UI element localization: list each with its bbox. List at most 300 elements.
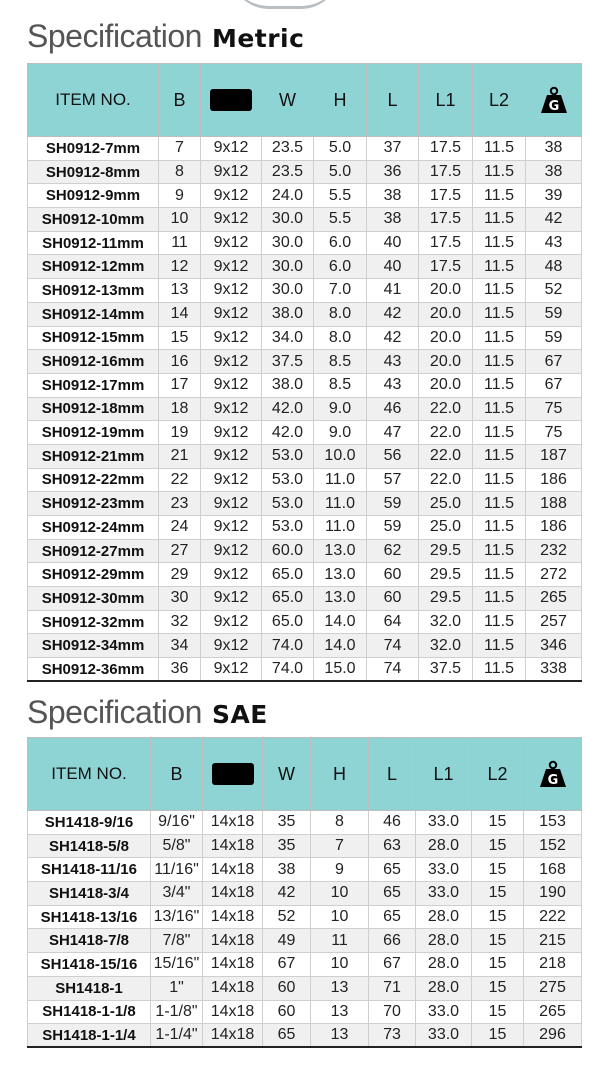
cell-item-no: SH0912-27mm <box>28 539 159 563</box>
cell-w: 65.0 <box>262 610 314 634</box>
cell-item-no: SH1418-9/16 <box>28 811 151 835</box>
cell-l: 71 <box>369 976 416 1000</box>
cell-w: 65.0 <box>262 587 314 611</box>
cell-l: 42 <box>367 302 419 326</box>
cell-weight: 186 <box>526 516 582 540</box>
cell-l: 40 <box>367 255 419 279</box>
cell-b: 24 <box>159 516 201 540</box>
cell-h: 10.0 <box>314 444 367 468</box>
cell-w: 60 <box>263 976 311 1000</box>
cell-h: 11.0 <box>314 468 367 492</box>
cell-socket-size: 9x12 <box>201 468 262 492</box>
cell-w: 30.0 <box>262 279 314 303</box>
cell-l1: 25.0 <box>419 492 473 516</box>
cell-l: 65 <box>369 905 416 929</box>
header-l: L <box>367 64 419 137</box>
cell-b: 3/4" <box>151 882 203 906</box>
cell-l1: 22.0 <box>419 444 473 468</box>
cell-l: 57 <box>367 468 419 492</box>
cell-w: 65 <box>263 1024 311 1048</box>
cell-h: 14.0 <box>314 634 367 658</box>
cell-l: 38 <box>367 208 419 232</box>
cell-item-no: SH0912-7mm <box>28 137 159 161</box>
cell-l: 47 <box>367 421 419 445</box>
cell-weight: 38 <box>526 137 582 161</box>
cell-l: 59 <box>367 492 419 516</box>
cell-l2: 11.5 <box>473 208 526 232</box>
cell-l2: 15 <box>472 811 524 835</box>
cell-l2: 11.5 <box>473 516 526 540</box>
table-row <box>28 326 582 350</box>
cell-l2: 11.5 <box>473 610 526 634</box>
cell-weight: 218 <box>524 953 582 977</box>
cell-item-no: SH0912-36mm <box>28 658 159 682</box>
cell-l2: 11.5 <box>473 658 526 682</box>
cell-weight: 265 <box>526 587 582 611</box>
cell-b: 12 <box>159 255 201 279</box>
cell-b: 1-1/8" <box>151 1000 203 1024</box>
cell-weight: 59 <box>526 302 582 326</box>
cell-b: 23 <box>159 492 201 516</box>
cell-item-no: SH0912-9mm <box>28 184 159 208</box>
cell-l1: 22.0 <box>419 421 473 445</box>
cell-item-no: SH1418-15/16 <box>28 953 151 977</box>
cell-b: 10 <box>159 208 201 232</box>
table-row <box>28 397 582 421</box>
cell-h: 13.0 <box>314 563 367 587</box>
cell-h: 5.5 <box>314 184 367 208</box>
table-row <box>28 1000 582 1024</box>
table-row <box>28 302 582 326</box>
table-row <box>28 929 582 953</box>
cell-l: 43 <box>367 350 419 374</box>
cell-item-no: SH0912-32mm <box>28 610 159 634</box>
table-row <box>28 468 582 492</box>
cell-socket-size: 14x18 <box>203 882 263 906</box>
cell-l: 74 <box>367 634 419 658</box>
cell-l: 46 <box>367 397 419 421</box>
cell-item-no: SH0912-24mm <box>28 516 159 540</box>
cell-w: 30.0 <box>262 208 314 232</box>
cell-weight: 257 <box>526 610 582 634</box>
weight-icon-letter: G <box>548 99 559 114</box>
cell-l2: 11.5 <box>473 160 526 184</box>
metric-spec-table <box>27 63 582 682</box>
cell-item-no: SH0912-30mm <box>28 587 159 611</box>
cell-h: 13.0 <box>314 587 367 611</box>
cell-b: 19 <box>159 421 201 445</box>
cell-socket-size: 9x12 <box>201 587 262 611</box>
cell-l2: 15 <box>472 1024 524 1048</box>
cell-socket-size: 9x12 <box>201 302 262 326</box>
header-h: H <box>314 64 367 137</box>
cell-l1: 28.0 <box>416 905 472 929</box>
table-row <box>28 350 582 374</box>
drive-size-icon <box>210 89 252 111</box>
cell-b: 32 <box>159 610 201 634</box>
cell-h: 6.0 <box>314 231 367 255</box>
cell-w: 53.0 <box>262 468 314 492</box>
header-item-no: ITEM NO. <box>28 738 151 811</box>
cell-b: 15 <box>159 326 201 350</box>
cell-weight: 75 <box>526 397 582 421</box>
cell-item-no: SH0912-10mm <box>28 208 159 232</box>
table-row <box>28 444 582 468</box>
cell-b: 1-1/4" <box>151 1024 203 1048</box>
cell-w: 53.0 <box>262 516 314 540</box>
cell-b: 9/16" <box>151 811 203 835</box>
cell-weight: 38 <box>526 160 582 184</box>
cell-h: 5.5 <box>314 208 367 232</box>
cell-h: 7 <box>311 834 369 858</box>
drive-size-icon <box>212 763 254 785</box>
header-socket-size <box>203 738 263 811</box>
cell-l1: 29.5 <box>419 539 473 563</box>
cell-l1: 25.0 <box>419 516 473 540</box>
cell-l1: 32.0 <box>419 634 473 658</box>
cell-item-no: SH0912-34mm <box>28 634 159 658</box>
cell-weight: 59 <box>526 326 582 350</box>
cell-weight: 338 <box>526 658 582 682</box>
header-w: W <box>263 738 311 811</box>
cell-h: 15.0 <box>314 658 367 682</box>
cell-l: 62 <box>367 539 419 563</box>
cell-socket-size: 14x18 <box>203 905 263 929</box>
weight-icon <box>538 760 568 788</box>
cell-l2: 11.5 <box>473 421 526 445</box>
top-decoration-arc <box>230 0 340 9</box>
cell-l1: 17.5 <box>419 231 473 255</box>
cell-h: 9.0 <box>314 397 367 421</box>
table-row <box>28 834 582 858</box>
cell-b: 34 <box>159 634 201 658</box>
cell-socket-size: 14x18 <box>203 929 263 953</box>
cell-socket-size: 9x12 <box>201 492 262 516</box>
cell-item-no: SH0912-19mm <box>28 421 159 445</box>
cell-l1: 20.0 <box>419 302 473 326</box>
header-row <box>28 64 582 137</box>
cell-l1: 22.0 <box>419 468 473 492</box>
table-row <box>28 421 582 445</box>
cell-weight: 272 <box>526 563 582 587</box>
cell-weight: 52 <box>526 279 582 303</box>
cell-l: 46 <box>369 811 416 835</box>
cell-l1: 17.5 <box>419 255 473 279</box>
cell-l: 65 <box>369 882 416 906</box>
cell-w: 42 <box>263 882 311 906</box>
header-weight <box>526 64 582 137</box>
cell-weight: 346 <box>526 634 582 658</box>
cell-l1: 33.0 <box>416 1000 472 1024</box>
cell-socket-size: 9x12 <box>201 563 262 587</box>
table-row <box>28 587 582 611</box>
cell-b: 7 <box>159 137 201 161</box>
cell-socket-size: 9x12 <box>201 279 262 303</box>
cell-h: 9.0 <box>314 421 367 445</box>
cell-b: 30 <box>159 587 201 611</box>
cell-weight: 153 <box>524 811 582 835</box>
cell-item-no: SH1418-5/8 <box>28 834 151 858</box>
cell-item-no: SH1418-13/16 <box>28 905 151 929</box>
cell-l2: 15 <box>472 834 524 858</box>
table-row <box>28 279 582 303</box>
cell-weight: 39 <box>526 184 582 208</box>
cell-item-no: SH0912-22mm <box>28 468 159 492</box>
cell-b: 27 <box>159 539 201 563</box>
header-socket-size <box>201 64 262 137</box>
cell-b: 1" <box>151 976 203 1000</box>
metric-title-unit: Metric <box>211 24 305 53</box>
cell-l2: 15 <box>472 976 524 1000</box>
metric-title-prefix: Specification <box>27 18 202 54</box>
sae-section-title <box>27 694 268 731</box>
cell-item-no: SH0912-17mm <box>28 373 159 397</box>
cell-socket-size: 9x12 <box>201 255 262 279</box>
cell-l1: 28.0 <box>416 953 472 977</box>
cell-socket-size: 9x12 <box>201 658 262 682</box>
sae-title-unit: SAE <box>211 700 268 729</box>
cell-w: 23.5 <box>262 160 314 184</box>
header-b: B <box>159 64 201 137</box>
table-row <box>28 208 582 232</box>
cell-item-no: SH0912-18mm <box>28 397 159 421</box>
cell-h: 13 <box>311 976 369 1000</box>
cell-socket-size: 9x12 <box>201 326 262 350</box>
cell-b: 7/8" <box>151 929 203 953</box>
cell-socket-size: 9x12 <box>201 397 262 421</box>
cell-w: 67 <box>263 953 311 977</box>
table-row <box>28 658 582 682</box>
cell-l1: 28.0 <box>416 834 472 858</box>
cell-item-no: SH0912-15mm <box>28 326 159 350</box>
cell-l1: 29.5 <box>419 563 473 587</box>
cell-l2: 15 <box>472 858 524 882</box>
header-item-no: ITEM NO. <box>28 64 159 137</box>
cell-b: 5/8" <box>151 834 203 858</box>
cell-weight: 265 <box>524 1000 582 1024</box>
cell-h: 8 <box>311 811 369 835</box>
cell-l2: 11.5 <box>473 468 526 492</box>
header-l1: L1 <box>419 64 473 137</box>
table-row <box>28 137 582 161</box>
cell-socket-size: 14x18 <box>203 1024 263 1048</box>
cell-h: 14.0 <box>314 610 367 634</box>
cell-weight: 67 <box>526 350 582 374</box>
cell-l: 67 <box>369 953 416 977</box>
cell-l2: 11.5 <box>473 397 526 421</box>
cell-weight: 42 <box>526 208 582 232</box>
cell-l2: 11.5 <box>473 492 526 516</box>
cell-h: 13 <box>311 1024 369 1048</box>
header-l2: L2 <box>473 64 526 137</box>
cell-l: 37 <box>367 137 419 161</box>
cell-h: 7.0 <box>314 279 367 303</box>
cell-item-no: SH0912-21mm <box>28 444 159 468</box>
cell-l: 60 <box>367 563 419 587</box>
cell-w: 65.0 <box>262 563 314 587</box>
cell-l2: 11.5 <box>473 255 526 279</box>
cell-w: 60 <box>263 1000 311 1024</box>
weight-icon <box>539 86 569 114</box>
cell-h: 11.0 <box>314 492 367 516</box>
cell-l: 63 <box>369 834 416 858</box>
cell-l: 42 <box>367 326 419 350</box>
cell-l2: 11.5 <box>473 279 526 303</box>
table-row <box>28 539 582 563</box>
cell-h: 8.0 <box>314 326 367 350</box>
cell-l: 59 <box>367 516 419 540</box>
cell-socket-size: 9x12 <box>201 634 262 658</box>
cell-l2: 11.5 <box>473 634 526 658</box>
cell-l2: 11.5 <box>473 350 526 374</box>
cell-b: 15/16" <box>151 953 203 977</box>
cell-w: 37.5 <box>262 350 314 374</box>
cell-weight: 187 <box>526 444 582 468</box>
cell-w: 60.0 <box>262 539 314 563</box>
cell-socket-size: 9x12 <box>201 231 262 255</box>
header-l: L <box>369 738 416 811</box>
cell-weight: 222 <box>524 905 582 929</box>
cell-weight: 188 <box>526 492 582 516</box>
cell-weight: 168 <box>524 858 582 882</box>
cell-b: 13 <box>159 279 201 303</box>
cell-h: 11 <box>311 929 369 953</box>
cell-l1: 28.0 <box>416 929 472 953</box>
cell-h: 8.5 <box>314 373 367 397</box>
cell-b: 21 <box>159 444 201 468</box>
cell-l1: 20.0 <box>419 326 473 350</box>
cell-h: 5.0 <box>314 160 367 184</box>
cell-w: 53.0 <box>262 444 314 468</box>
cell-socket-size: 9x12 <box>201 184 262 208</box>
table-row <box>28 953 582 977</box>
cell-w: 35 <box>263 811 311 835</box>
cell-w: 30.0 <box>262 255 314 279</box>
cell-l1: 17.5 <box>419 137 473 161</box>
cell-l: 66 <box>369 929 416 953</box>
cell-socket-size: 9x12 <box>201 160 262 184</box>
cell-socket-size: 14x18 <box>203 1000 263 1024</box>
cell-b: 16 <box>159 350 201 374</box>
cell-l1: 17.5 <box>419 208 473 232</box>
table-row <box>28 255 582 279</box>
cell-l: 40 <box>367 231 419 255</box>
cell-l: 56 <box>367 444 419 468</box>
cell-socket-size: 14x18 <box>203 953 263 977</box>
cell-socket-size: 9x12 <box>201 421 262 445</box>
cell-l1: 17.5 <box>419 160 473 184</box>
cell-w: 35 <box>263 834 311 858</box>
header-l2: L2 <box>472 738 524 811</box>
cell-l1: 33.0 <box>416 1024 472 1048</box>
table-row <box>28 858 582 882</box>
cell-b: 29 <box>159 563 201 587</box>
cell-socket-size: 9x12 <box>201 208 262 232</box>
cell-h: 5.0 <box>314 137 367 161</box>
cell-w: 38 <box>263 858 311 882</box>
cell-b: 14 <box>159 302 201 326</box>
cell-w: 49 <box>263 929 311 953</box>
cell-l2: 11.5 <box>473 231 526 255</box>
cell-h: 10 <box>311 905 369 929</box>
cell-item-no: SH1418-7/8 <box>28 929 151 953</box>
cell-l2: 11.5 <box>473 326 526 350</box>
cell-w: 34.0 <box>262 326 314 350</box>
cell-b: 18 <box>159 397 201 421</box>
cell-l: 73 <box>369 1024 416 1048</box>
table-row <box>28 373 582 397</box>
cell-b: 36 <box>159 658 201 682</box>
cell-l1: 29.5 <box>419 587 473 611</box>
table-row <box>28 231 582 255</box>
cell-l1: 37.5 <box>419 658 473 682</box>
cell-w: 74.0 <box>262 658 314 682</box>
table-row <box>28 905 582 929</box>
cell-w: 24.0 <box>262 184 314 208</box>
table-row <box>28 634 582 658</box>
cell-weight: 48 <box>526 255 582 279</box>
cell-item-no: SH1418-1 <box>28 976 151 1000</box>
cell-h: 10 <box>311 882 369 906</box>
cell-b: 11 <box>159 231 201 255</box>
cell-l: 60 <box>367 587 419 611</box>
cell-item-no: SH0912-12mm <box>28 255 159 279</box>
cell-h: 10 <box>311 953 369 977</box>
cell-b: 11/16" <box>151 858 203 882</box>
cell-weight: 186 <box>526 468 582 492</box>
cell-w: 42.0 <box>262 397 314 421</box>
table-row <box>28 882 582 906</box>
cell-weight: 296 <box>524 1024 582 1048</box>
cell-socket-size: 9x12 <box>201 539 262 563</box>
cell-weight: 75 <box>526 421 582 445</box>
cell-item-no: SH1418-11/16 <box>28 858 151 882</box>
cell-socket-size: 14x18 <box>203 811 263 835</box>
cell-l2: 11.5 <box>473 587 526 611</box>
cell-weight: 152 <box>524 834 582 858</box>
cell-w: 23.5 <box>262 137 314 161</box>
cell-w: 52 <box>263 905 311 929</box>
cell-socket-size: 14x18 <box>203 858 263 882</box>
cell-weight: 215 <box>524 929 582 953</box>
table-row <box>28 516 582 540</box>
cell-h: 8.5 <box>314 350 367 374</box>
header-w: W <box>262 64 314 137</box>
cell-weight: 67 <box>526 373 582 397</box>
cell-l: 74 <box>367 658 419 682</box>
cell-item-no: SH0912-8mm <box>28 160 159 184</box>
cell-l1: 20.0 <box>419 373 473 397</box>
cell-w: 42.0 <box>262 421 314 445</box>
cell-l: 41 <box>367 279 419 303</box>
cell-h: 8.0 <box>314 302 367 326</box>
cell-l2: 11.5 <box>473 539 526 563</box>
weight-icon-letter: G <box>547 773 558 788</box>
table-row <box>28 184 582 208</box>
table-row <box>28 563 582 587</box>
cell-b: 22 <box>159 468 201 492</box>
cell-weight: 190 <box>524 882 582 906</box>
header-b: B <box>151 738 203 811</box>
header-row <box>28 738 582 811</box>
cell-l2: 15 <box>472 929 524 953</box>
cell-w: 74.0 <box>262 634 314 658</box>
cell-item-no: SH0912-11mm <box>28 231 159 255</box>
cell-socket-size: 9x12 <box>201 444 262 468</box>
cell-item-no: SH0912-23mm <box>28 492 159 516</box>
table-row <box>28 610 582 634</box>
cell-item-no: SH1418-3/4 <box>28 882 151 906</box>
